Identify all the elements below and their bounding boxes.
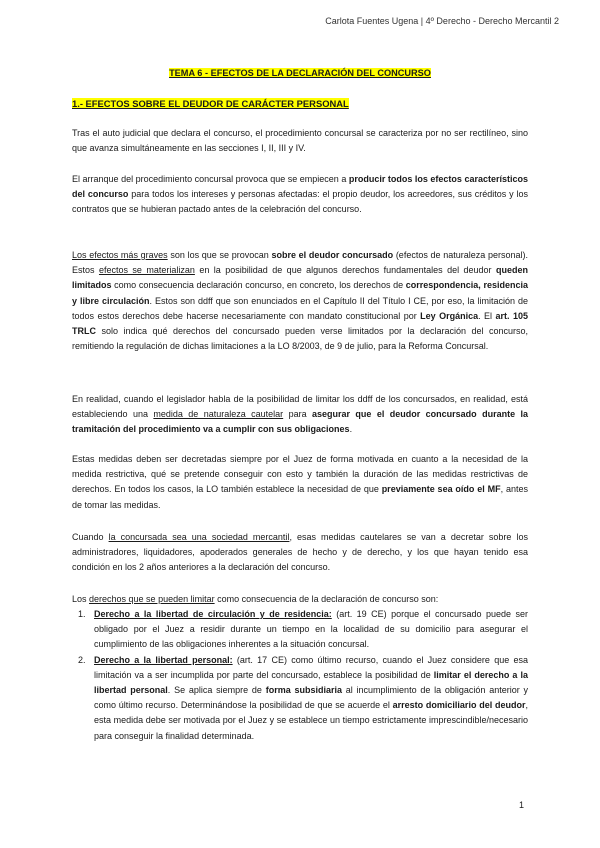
document-title: TEMA 6 - EFECTOS DE LA DECLARACIÓN DEL CONCURSO [169,68,431,78]
section-heading: 1.- EFECTOS SOBRE EL DEUDOR DE CARÁCTER PERSONAL [72,98,349,109]
page-number: 1 [518,800,524,810]
list-item: 2. Derecho a la libertad personal: (art. 17 CE) como último recurso, cuando el Juez considere que esa limitación va a ser incumplida por parte del concursado, establece la posibilidad de limitar el derecho a la libertad personal. Se aplica siempre de forma subsidiaria al incumplimiento de la obligación anterior y como último recurso. Determinándose la posibilidad de que se acuerde el arresto domiciliario del deudor, esta medida debe ser motivada por el Juez y se establece un tiempo estrictamente imprescindible/necesario para conseguir la finalidad determinada. [78,654,528,741]
paragraph-2: El arranque del procedimiento concursal provoca que se empiecen a producir todos los efectos característicos del concurso para todos los intereses y personas afectadas: el propio deudor, los acreedores, sus créditos y los contratos que se hubieran pactado antes de la celebración del concurso. [72,174,528,215]
paragraph-5: Estas medidas deben ser decretadas siempre por el Juez de forma motivada en cuanto a la necesidad de la medida restrictiva, qué se pretende conseguir con esto y también la duración de las medidas restrictivas de derechos. En todos los casos, la LO también establece la necesidad de que previamente sea oído el MF, antes de tomar las medidas. [72,454,528,510]
rights-list [72,607,528,744]
paragraph-1: Tras el auto judicial que declara el concurso, el procedimiento concursal se caracteriza por no ser rectilíneo, sino que avanza simultáneamente en las secciones I, II, III y IV. [72,128,528,154]
paragraph-6: Cuando la concursada sea una sociedad mercantil, esas medidas cautelares se van a decretar sobre los administradores, liquidadores, apoderados generales de hecho y de derecho, y los que hayan tenido esa condición en los 2 años anteriores a la declaración del concurso. [72,532,528,573]
paragraph-3: Los efectos más graves son los que se provocan sobre el deudor concursado (efectos de naturaleza personal). Estos efectos se materializan en la posibilidad de que algunos derechos fundamentales del deudor queden limitados como consecuencia declaración concurso, en concreto, los derechos de correspondencia, residencia y libre circulación. Estos son ddff que son enunciados en el Capítulo II del Título I CE, por eso, la limitación de todos estos derechos debe hacerse necesariamente con mandato constitucional por Ley Orgánica. El art. 105 TRLC solo indica qué derechos del concursado pueden verse limitados por la declaración del concurso, remitiendo la regulación de dichas limitaciones a la LO 8/2003, de 9 de julio, para la Reforma Concursal. [72,250,529,352]
list-item: 1. Derecho a la libertad de circulación y de residencia: (art. 19 CE) porque el concursado puede ser obligado por el Juez a residir durante un tiempo en la localidad de su domicilio para asegurar el cumplimiento de las obligaciones inherentes a la situación concursal. [78,609,529,650]
page-header: Carlota Fuentes Ugena | 4º Derecho - Derecho Mercantil 2 [325,16,559,26]
paragraph-4: En realidad, cuando el legislador habla de la posibilidad de limitar los ddff de los concursados, en realidad, está estableciendo una medida de naturaleza cautelar para asegurar que el deudor concursado durante la tramitación del procedimiento va a cumplir con sus obligaciones. [72,394,528,435]
paragraph-7: Los derechos que se pueden limitar como consecuencia de la declaración de concurso son: [72,594,439,604]
